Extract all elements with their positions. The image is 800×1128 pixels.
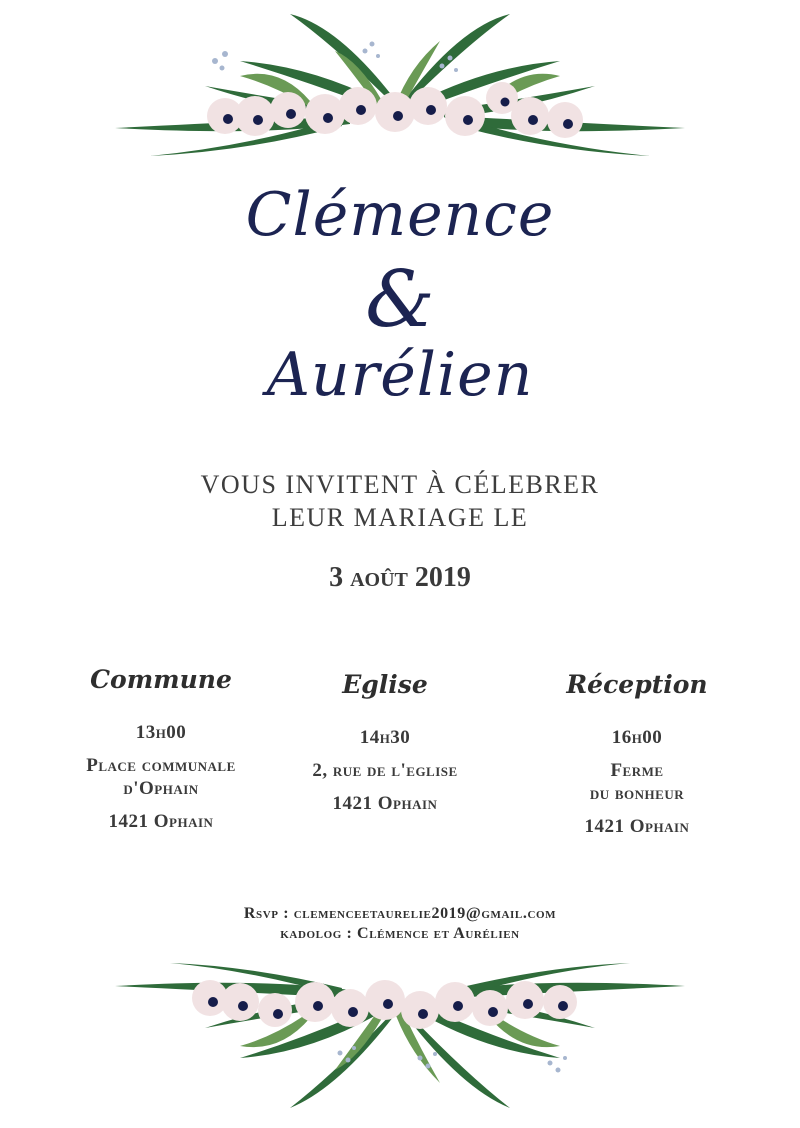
event-place-line: Place communale (86, 755, 236, 776)
event-place-line: 2, rue de l'eglise (312, 760, 458, 781)
wedding-date: 3 août 2019 (329, 562, 471, 593)
event-heading: Réception (566, 670, 708, 699)
event-city: 1421 Ophain (584, 816, 690, 837)
event-time: 16h00 (611, 727, 663, 748)
kadolog-line: kadolog : Clémence et Aurélien (280, 925, 520, 942)
event-reception (517, 670, 757, 838)
event-place-line: Ferme (610, 760, 664, 781)
event-heading: Eglise (342, 670, 428, 699)
event-city: 1421 Ophain (108, 811, 214, 832)
event-commune (41, 665, 281, 833)
event-time: 13h00 (135, 722, 187, 743)
top-floral-garland (110, 6, 690, 166)
event-city: 1421 Ophain (332, 793, 438, 814)
rsvp-line: Rsvp : clemenceetaurelie2019@gmail.com (243, 905, 557, 922)
groom-name: Aurélien (266, 340, 534, 410)
invitation-line-1: VOUS INVITENT À CÉLEBRER (200, 470, 600, 499)
event-place-line: d'Ophain (123, 778, 199, 799)
event-place-line: du bonheur (589, 783, 685, 804)
ampersand: & (365, 255, 435, 345)
event-eglise (265, 670, 505, 815)
bottom-floral-garland (110, 958, 690, 1118)
event-time: 14h30 (359, 727, 411, 748)
event-heading: Commune (90, 665, 232, 694)
invitation-line-2: LEUR MARIAGE LE (271, 503, 529, 532)
bride-name: Clémence (245, 180, 555, 250)
